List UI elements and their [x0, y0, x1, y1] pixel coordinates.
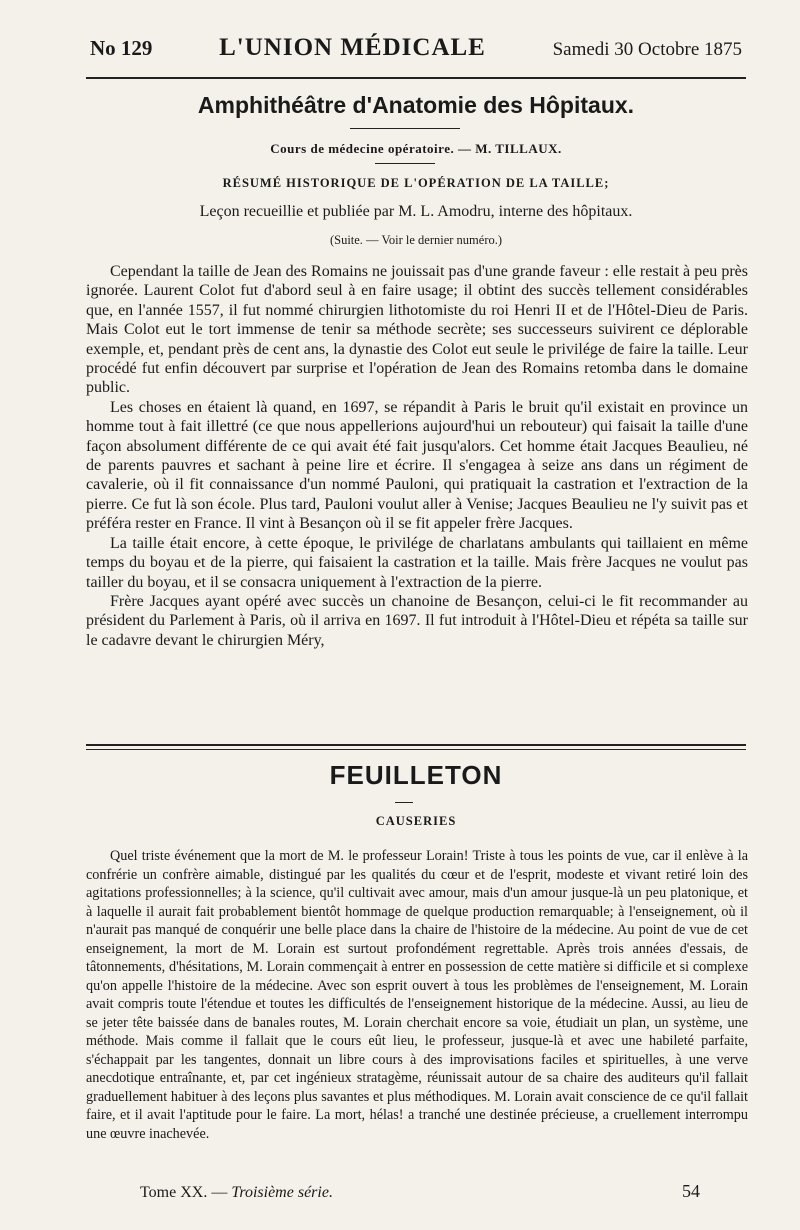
feuilleton-body [86, 847, 748, 1143]
feuilleton-rule-thin [86, 749, 746, 750]
summary-heading: RÉSUMÉ HISTORIQUE DE L'OPÉRATION DE LA TAILLE; [222, 176, 610, 190]
page-number: 54 [682, 1181, 700, 1201]
issue-number: No 129 [90, 36, 153, 60]
article-body [86, 262, 748, 650]
title-divider [350, 128, 460, 129]
feuilleton-title: FEUILLETON [329, 760, 503, 790]
series-label: Troisième série. [231, 1184, 333, 1201]
article-paragraph: La taille était encore, à cette époque, le privilége de charlatans ambulants qui taillaient en même temps du boyau et de la pierre, qui faisaient la castration et la taille. Mais frère Jacques ne voulut pas tailler du boyau, et il se consacra uniquement à l'extraction de la pierre. [86, 534, 748, 591]
feuilleton-dash [395, 802, 413, 803]
lecture-credit: Leçon recueillie et publiée par M. L. Amodru, interne des hôpitaux. [199, 203, 633, 220]
article-paragraph: Cependant la taille de Jean des Romains ne jouissait pas d'une grande faveur : elle restait à peu près ignorée. Laurent Colot fut d'abord seul à en faire usage; il obtint des succès tellement considérables que, en l'année 1557, il fut nommé chirurgien lithotomiste du roi Henri II et de l'Hôtel-Dieu de Paris. Mais Colot eut le tort immense de tenir sa méthode secrète; ses successeurs suivirent ce déplorable exemple, et, pendant près de cent ans, la dynastie des Colot eut seule le privilége de faire la taille. Leur procédé fut enfin découvert par surprise et l'opération de Jean des Romains retomba dans le domaine public. [86, 263, 748, 397]
masthead [90, 34, 742, 74]
continuation-note: (Suite. — Voir le dernier numéro.) [329, 233, 503, 247]
journal-title: L'UNION MÉDICALE [219, 34, 486, 61]
article-paragraph: Frère Jacques ayant opéré avec succès un chanoine de Besançon, celui-ci le fit recommander au président du Parlement à Paris, où il arriva en 1697. Il fut introduit à l'Hôtel-Dieu et répéta sa taille sur le cadavre devant le chirurgien Méry, [86, 592, 748, 649]
article-paragraph: Les choses en étaient là quand, en 1697, se répandit à Paris le bruit qu'il existait en province un homme tout à fait illettré (ce que nous appellerions aujourd'hui un rebouteur) qui faisait la taille d'une façon absolument différente de ce qui avait été fait jusqu'alors. Cet homme était Jacques Beaulieu, né de parents pauvres et sachant à peine lire et écrire. Il s'engagea à seize ans dans un régiment de cavalerie, où il fit connaissance d'un nommé Pauloni, qui pratiquait la castration et l'extraction de la pierre. Ce fut là son école. Plus tard, Pauloni voulut aller à Venise; Jacques Beaulieu ne l'y suivit pas et préféra rester en France. Il vint à Besançon où il se fit appeler frère Jacques. [86, 398, 748, 533]
volume-info [140, 1184, 333, 1202]
feuilleton-rule-thick [86, 744, 746, 746]
article-title: Amphithéâtre d'Anatomie des Hôpitaux. [197, 92, 635, 118]
issue-date: Samedi 30 Octobre 1875 [552, 39, 742, 60]
causeries-heading: CAUSERIES [375, 814, 457, 828]
feuilleton-paragraph: Quel triste événement que la mort de M. le professeur Lorain! Triste à tous les points de vue, car il enlève à la confrérie un confrère aimable, distingué par les qualités du cœur et de l'esprit, modeste et vivant retiré loin des agitations professionnelles; à la science, qu'il cultivait avec amour, mais d'un amour jusque-là un peu platonique, et à laquelle il aurait fait probablement bientôt hommage de quelque production remarquable; à l'enseignement, où il n'aurait pas manqué de conquérir une belle place dans la chaire de l'histoire de la médecine. Au point de vue de cet enseignement, la mort de M. Lorain est surtout profondément regrettable. Après trois années d'essais, de tâtonnements, d'hésitations, M. Lorain commençait à entrer en possession de cette matière si difficile et si complexe qu'on appelle l'histoire de la médecine. Avec son esprit ouvert à tous les problèmes de l'enseignement, M. Lorain avait compris toute l'étendue et toutes les difficultés de l'enseignement historique de la médecine. Aussi, au lieu de se jeter tête baissée dans de banales routes, M. Lorain cherchait encore sa voie, étudiait un plan, un système, une méthode. Mais comme il fallait que le cours eût lieu, le professeur, jusque-là et avec une habileté parfaite, s'échappait par les tangentes, donnait un libre cours à des improvisations faciles et spirituelles, à une verve anecdotique entraînante, et, par cet ingénieux stratagème, réunissait autour de sa chaire des auditeurs qu'il fallait graduellement habituer à des leçons plus savantes et plus méthodiques. M. Lorain avait conscience de ce qu'il fallait faire, et il avait l'aptitude pour le faire. La mort, hélas! a tranché une destinée précieuse, a cruellement interrompu une œuvre inachevée. [86, 848, 748, 1142]
page-footer [140, 1181, 700, 1202]
course-line: Cours de médecine opératoire. — M. TILLAUX. [270, 141, 562, 156]
masthead-rule [86, 77, 746, 79]
course-divider [375, 163, 435, 164]
volume-label: Tome XX. — [140, 1184, 228, 1201]
